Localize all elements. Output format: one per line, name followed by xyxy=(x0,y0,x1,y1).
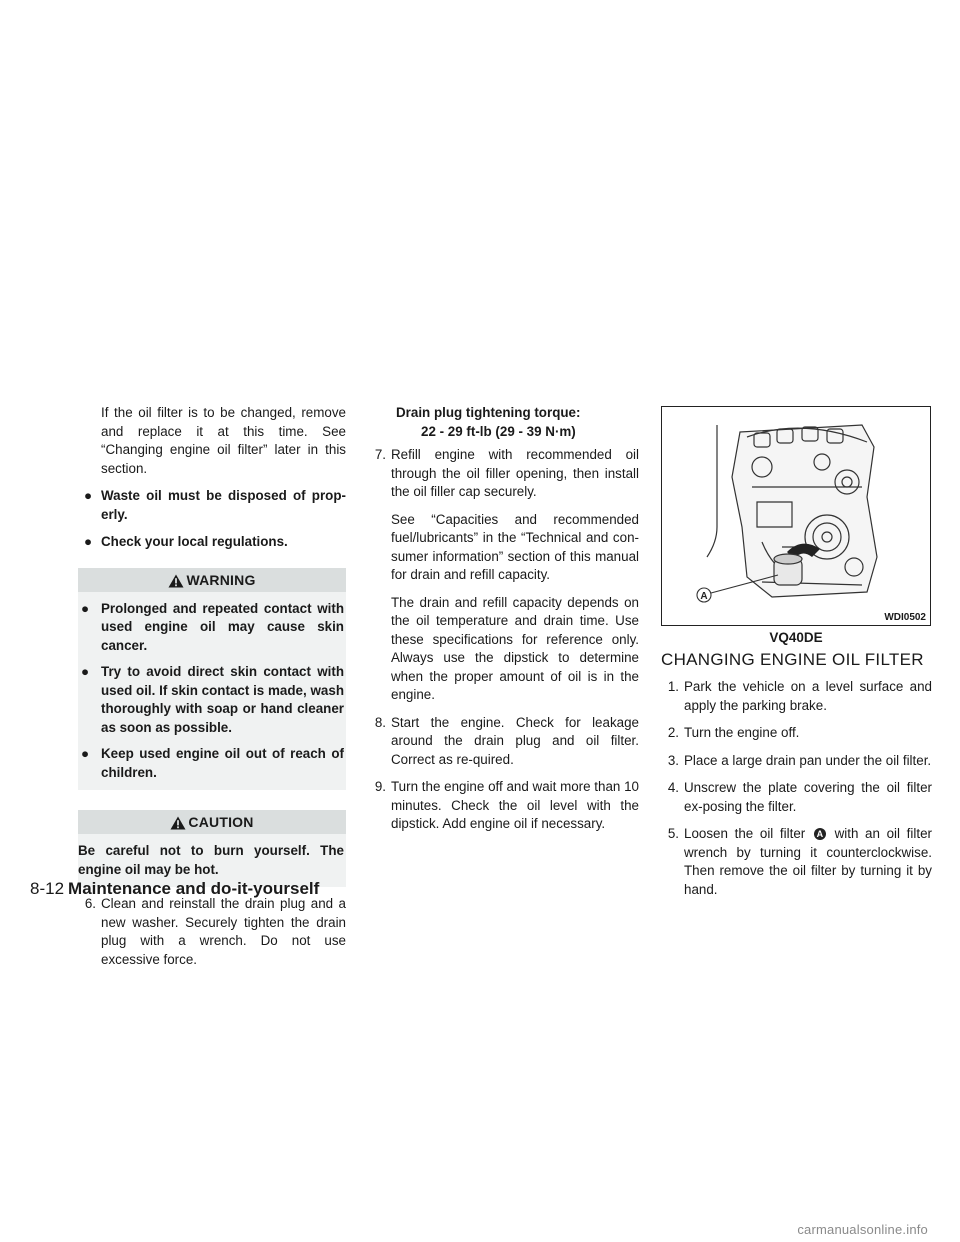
figure-code: WDI0502 xyxy=(884,612,926,623)
step-text: Start the engine. Check for leakage around the drain plug and oil filter. Correct as re-quired. xyxy=(391,714,639,767)
step-number: 6. xyxy=(84,896,96,911)
caution-text: Be careful not to burn yourself. The engine oil may be hot. xyxy=(78,843,344,877)
step-item xyxy=(78,895,346,969)
bullet-icon: ● xyxy=(81,600,90,616)
section-title: CHANGING ENGINE OIL FILTER xyxy=(661,650,924,669)
step-number: 4. xyxy=(667,780,679,795)
step-text: Clean and reinstall the drain plug and a new washer. Securely tighten the drain plug with a wrench. Do not use excessive force. xyxy=(101,896,346,967)
step-paragraph: See “Capacities and recommended fuel/lubricants” in the “Technical and con-sumer information” section of this manual for drain and refill capacity. xyxy=(391,511,639,582)
step-item xyxy=(368,714,639,770)
warning-box xyxy=(78,568,346,791)
step-item xyxy=(368,446,639,502)
step-text: Place a large drain pan under the oil filter. xyxy=(684,752,932,768)
step-number: 5. xyxy=(667,826,679,841)
warning-body xyxy=(78,592,346,791)
step-item xyxy=(368,778,639,834)
engine-illustration xyxy=(661,406,931,626)
watermark: carmanualsonline.info xyxy=(797,1222,928,1237)
page-footer xyxy=(30,879,319,899)
step-text: Refill engine with recommended oil through the oil filler opening, then install the oil filler cap securely. xyxy=(391,447,639,499)
step-paragraph: The drain and refill capacity depends on the oil temperature and drain time. Use these specifications for reference only. Always use the dipstick to determine when the proper amount of oil is in the engine. xyxy=(391,594,639,702)
callout-a-icon: A xyxy=(814,828,826,840)
caution-box xyxy=(78,810,346,887)
step-number: 9. xyxy=(374,779,386,794)
warning-title: WARNING xyxy=(186,571,256,588)
step-item xyxy=(661,724,932,743)
intro-paragraph: If the oil filter is to be changed, remove and replace it at this time. See “Changing engine oil filter” later in this section. xyxy=(101,405,346,476)
warning-item xyxy=(78,745,346,782)
step-number: 7. xyxy=(374,447,386,462)
caution-title: CAUTION xyxy=(188,814,254,830)
warning-item-text: Try to avoid direct skin contact with used oil. If skin contact is made, wash thoroughly with soap or hand cleaner as soon as possible. xyxy=(101,664,344,735)
step-text: Turn the engine off and wait more than 10 minutes. Check the oil level with the dipstick. Add engine oil if necessary. xyxy=(391,779,639,831)
warning-item xyxy=(78,663,346,737)
step-number: 3. xyxy=(667,752,679,768)
column-middle xyxy=(368,404,639,843)
warning-header xyxy=(78,568,346,592)
caution-header xyxy=(78,810,346,834)
warning-item-text: Prolonged and repeated contact with used engine oil may cause skin cancer. xyxy=(101,600,344,653)
step-text: Unscrew the plate covering the oil filter ex-posing the filter. xyxy=(684,780,932,814)
step-text-part: with an oil filter wrench by turning it counterclockwise. Then remove the oil filter by turning it by hand. xyxy=(684,826,932,897)
engine-drawing xyxy=(662,407,930,625)
step-item xyxy=(661,779,932,816)
step-text xyxy=(684,825,932,899)
step-number: 2. xyxy=(667,725,679,740)
bullet-icon: ● xyxy=(84,488,93,503)
step-item xyxy=(661,825,932,899)
step-item xyxy=(661,752,932,771)
warning-triangle-icon xyxy=(170,816,186,830)
warning-item-text: Keep used engine oil out of reach of children. xyxy=(101,746,344,780)
step-number: 1. xyxy=(667,679,679,694)
step-text: Turn the engine off. xyxy=(684,725,800,740)
torque-label: Drain plug tightening torque: xyxy=(396,405,581,420)
chapter-title: Maintenance and do-it-yourself xyxy=(68,879,320,898)
bullet-icon: ● xyxy=(84,534,93,549)
bullet-text: Check your local regulations. xyxy=(101,534,288,549)
figure-callout-label: A xyxy=(700,591,708,602)
step-item xyxy=(661,678,932,715)
bullet-text: Waste oil must be disposed of prop-erly. xyxy=(101,488,346,522)
figure-caption: VQ40DE xyxy=(769,630,823,645)
torque-value: 22 - 29 ft-lb (29 - 39 N·m) xyxy=(421,423,576,439)
step-text-part: Loosen the oil filter xyxy=(684,826,806,841)
page-number: 8-12 xyxy=(30,879,65,898)
bullet-icon: ● xyxy=(81,664,90,679)
bullet-item xyxy=(78,487,346,524)
column-right xyxy=(661,678,932,908)
warning-item xyxy=(78,600,346,656)
warning-triangle-icon xyxy=(168,574,184,588)
step-text: Park the vehicle on a level surface and apply the parking brake. xyxy=(684,679,932,713)
step-number: 8. xyxy=(374,714,386,730)
bullet-item xyxy=(78,533,346,552)
bullet-icon: ● xyxy=(81,746,90,761)
